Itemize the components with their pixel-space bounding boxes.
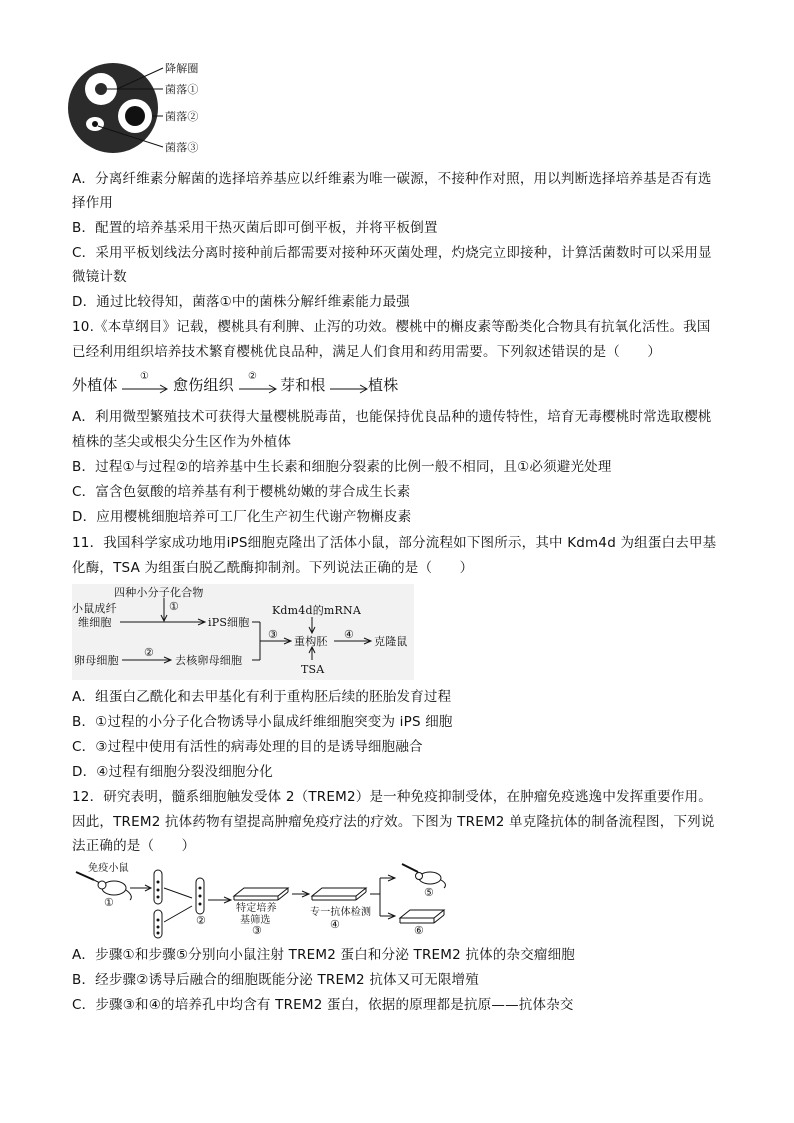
label-four-compounds: 四种小分子化合物 <box>114 586 204 599</box>
flow-step-2: ② <box>248 371 258 382</box>
label-degradation-zone: 降解圈 <box>165 62 199 75</box>
label-step-3: ③ <box>252 924 263 937</box>
q10-option-a-line1: A．利用微型繁殖技术可获得大量樱桃脱毒苗，也能保持优良品种的遗传特性，培育无毒樱桃时常选取樱桃 <box>72 409 712 425</box>
q10-option-a-line2: 植株的茎尖或根尖分生区作为外植体 <box>72 434 292 450</box>
label-step-5: ⑤ <box>424 886 435 899</box>
q11-option-a: A．组蛋白乙酰化和去甲基化有利于重构胚后续的胚胎发育过程 <box>72 689 452 705</box>
colony-3 <box>92 121 98 127</box>
label-immunized-mouse: 免疫小鼠 <box>88 863 129 874</box>
culture-plate-icon <box>312 888 366 900</box>
colony-1 <box>95 83 107 95</box>
q12-diagram <box>72 860 452 940</box>
q11-option-d: D．④过程有细胞分裂没细胞分化 <box>72 764 273 780</box>
q12-stem-line2: 因此，TREM2 抗体药物有望提高肿瘤免疫疗法的疗效。下图为 TREM2 单克隆抗体的制备流程图，下列说 <box>72 814 715 830</box>
q12-option-b: B．经步骤②诱导后融合的细胞既能分泌 TREM2 抗体又可无限增殖 <box>72 972 479 988</box>
q11-stem-line2: 化酶，TSA 为组蛋白脱乙酰酶抑制剂。下列说法正确的是（ ） <box>72 560 474 576</box>
q10-stem-line1: 10.《本草纲目》记载，樱桃具有利脾、止泻的功效。樱桃中的槲皮素等酚类化合物具有抗氧化活性。我国 <box>72 319 711 335</box>
label-antibody-test: 专一抗体检测 <box>310 907 372 918</box>
label-ips-cell: iPS细胞 <box>208 616 250 629</box>
test-tube-icon <box>154 910 162 938</box>
q12-stem-line1: 12．研究表明，髓系细胞触发受体 2（TREM2）是一种免疫抑制受体，在肿瘤免疫逃逸中发挥重要作用。 <box>72 789 712 805</box>
label-step-1: ① <box>169 600 180 613</box>
label-oocyte: 卵母细胞 <box>74 654 119 667</box>
q12-option-a: A．步骤①和步骤⑤分别向小鼠注射 TREM2 蛋白和分泌 TREM2 抗体的杂交瘤细胞 <box>72 947 575 963</box>
colony-2 <box>125 106 145 126</box>
label-step-4: ④ <box>330 918 341 931</box>
label-colony-3: 菌落③ <box>165 141 199 154</box>
label-selection-line2: 基筛选 <box>240 915 271 926</box>
label-colony-1: 菌落① <box>165 83 199 96</box>
q11-option-c: C．③过程中使用有活性的病毒处理的目的是诱导细胞融合 <box>72 739 423 755</box>
label-step-1: ① <box>104 896 115 909</box>
flow-plant: 植株 <box>368 376 399 394</box>
flow-arrow-3 <box>328 374 372 396</box>
mouse-icon <box>98 881 131 900</box>
flow-step-1: ① <box>140 371 150 382</box>
q10-option-c: C．富含色氨酸的培养基有利于樱桃幼嫩的芽合成生长素 <box>72 484 411 500</box>
label-reconstructed-embryo: 重构胚 <box>294 635 328 648</box>
q12-stem-line3: 法正确的是（ ） <box>72 838 196 854</box>
label-colony-2: 菌落② <box>165 110 199 123</box>
flow-shoots-roots: 芽和根 <box>280 376 326 394</box>
q10-option-b: B．过程①与过程②的培养基中生长素和细胞分裂素的比例一般不相同，且①必须避光处理 <box>72 459 612 475</box>
q11-stem-line1: 11．我国科学家成功地用iPS细胞克隆出了活体小鼠，部分流程如下图所示，其中 Kdm4d 为组蛋白去甲基 <box>72 535 717 551</box>
q10-flow <box>72 370 412 400</box>
label-step-3: ③ <box>268 628 279 641</box>
q9-option-a-line1: A．分离纤维素分解菌的选择培养基应以纤维素为唯一碳源，不接种作对照，用以判断选择培养基是否有选 <box>72 171 712 187</box>
q9-option-c-line1: C．采用平板划线法分离时接种前后都需要对接种环灭菌处理，灼烧完立即接种，计算活菌数时可以采用显 <box>72 245 712 261</box>
q12-option-c: C．步骤③和④的培养孔中均含有 TREM2 蛋白，依据的原理都是抗原——抗体杂交 <box>72 997 574 1013</box>
flow-arrow-2 <box>237 374 281 396</box>
q10-option-d: D．应用樱桃细胞培养可工厂化生产初生代谢产物槲皮素 <box>72 509 412 525</box>
flow-callus: 愈伤组织 <box>173 376 234 394</box>
label-step-2: ② <box>144 646 155 659</box>
label-cloned-mouse: 克隆鼠 <box>374 635 408 648</box>
q11-option-b: B．①过程的小分子化合物诱导小鼠成纤维细胞突变为 iPS 细胞 <box>72 714 453 730</box>
q9-option-c-line2: 微镜计数 <box>72 269 127 285</box>
label-selection-line1: 特定培养 <box>236 903 277 914</box>
label-tsa: TSA <box>301 663 325 676</box>
q9-option-d: D．通过比较得知，菌落①中的菌株分解纤维素能力最强 <box>72 294 410 310</box>
test-tube-icon <box>154 870 162 904</box>
q11-diagram <box>72 584 414 680</box>
syringe-icon <box>402 864 418 872</box>
label-step-2: ② <box>196 914 207 927</box>
flow-explant: 外植体 <box>72 376 118 394</box>
label-step-6: ⑥ <box>414 924 425 937</box>
culture-plate-icon <box>234 888 288 900</box>
label-fibroblast-line2: 维细胞 <box>78 616 112 629</box>
q10-stem-line2: 已经利用组织培养技术繁育樱桃优良品种，满足人们食用和药用需要。下列叙述错误的是（ ） <box>72 344 662 360</box>
label-kdm4d-mrna: Kdm4d的mRNA <box>272 604 362 617</box>
test-tube-icon <box>196 878 204 914</box>
label-step-4: ④ <box>344 628 355 641</box>
q9-option-b: B．配置的培养基采用干热灭菌后即可倒平板，并将平板倒置 <box>72 220 438 236</box>
label-enucleated-oocyte: 去核卵母细胞 <box>175 654 243 667</box>
q9-option-a-line2: 择作用 <box>72 195 114 211</box>
label-fibroblast-line1: 小鼠成纤 <box>72 602 117 615</box>
